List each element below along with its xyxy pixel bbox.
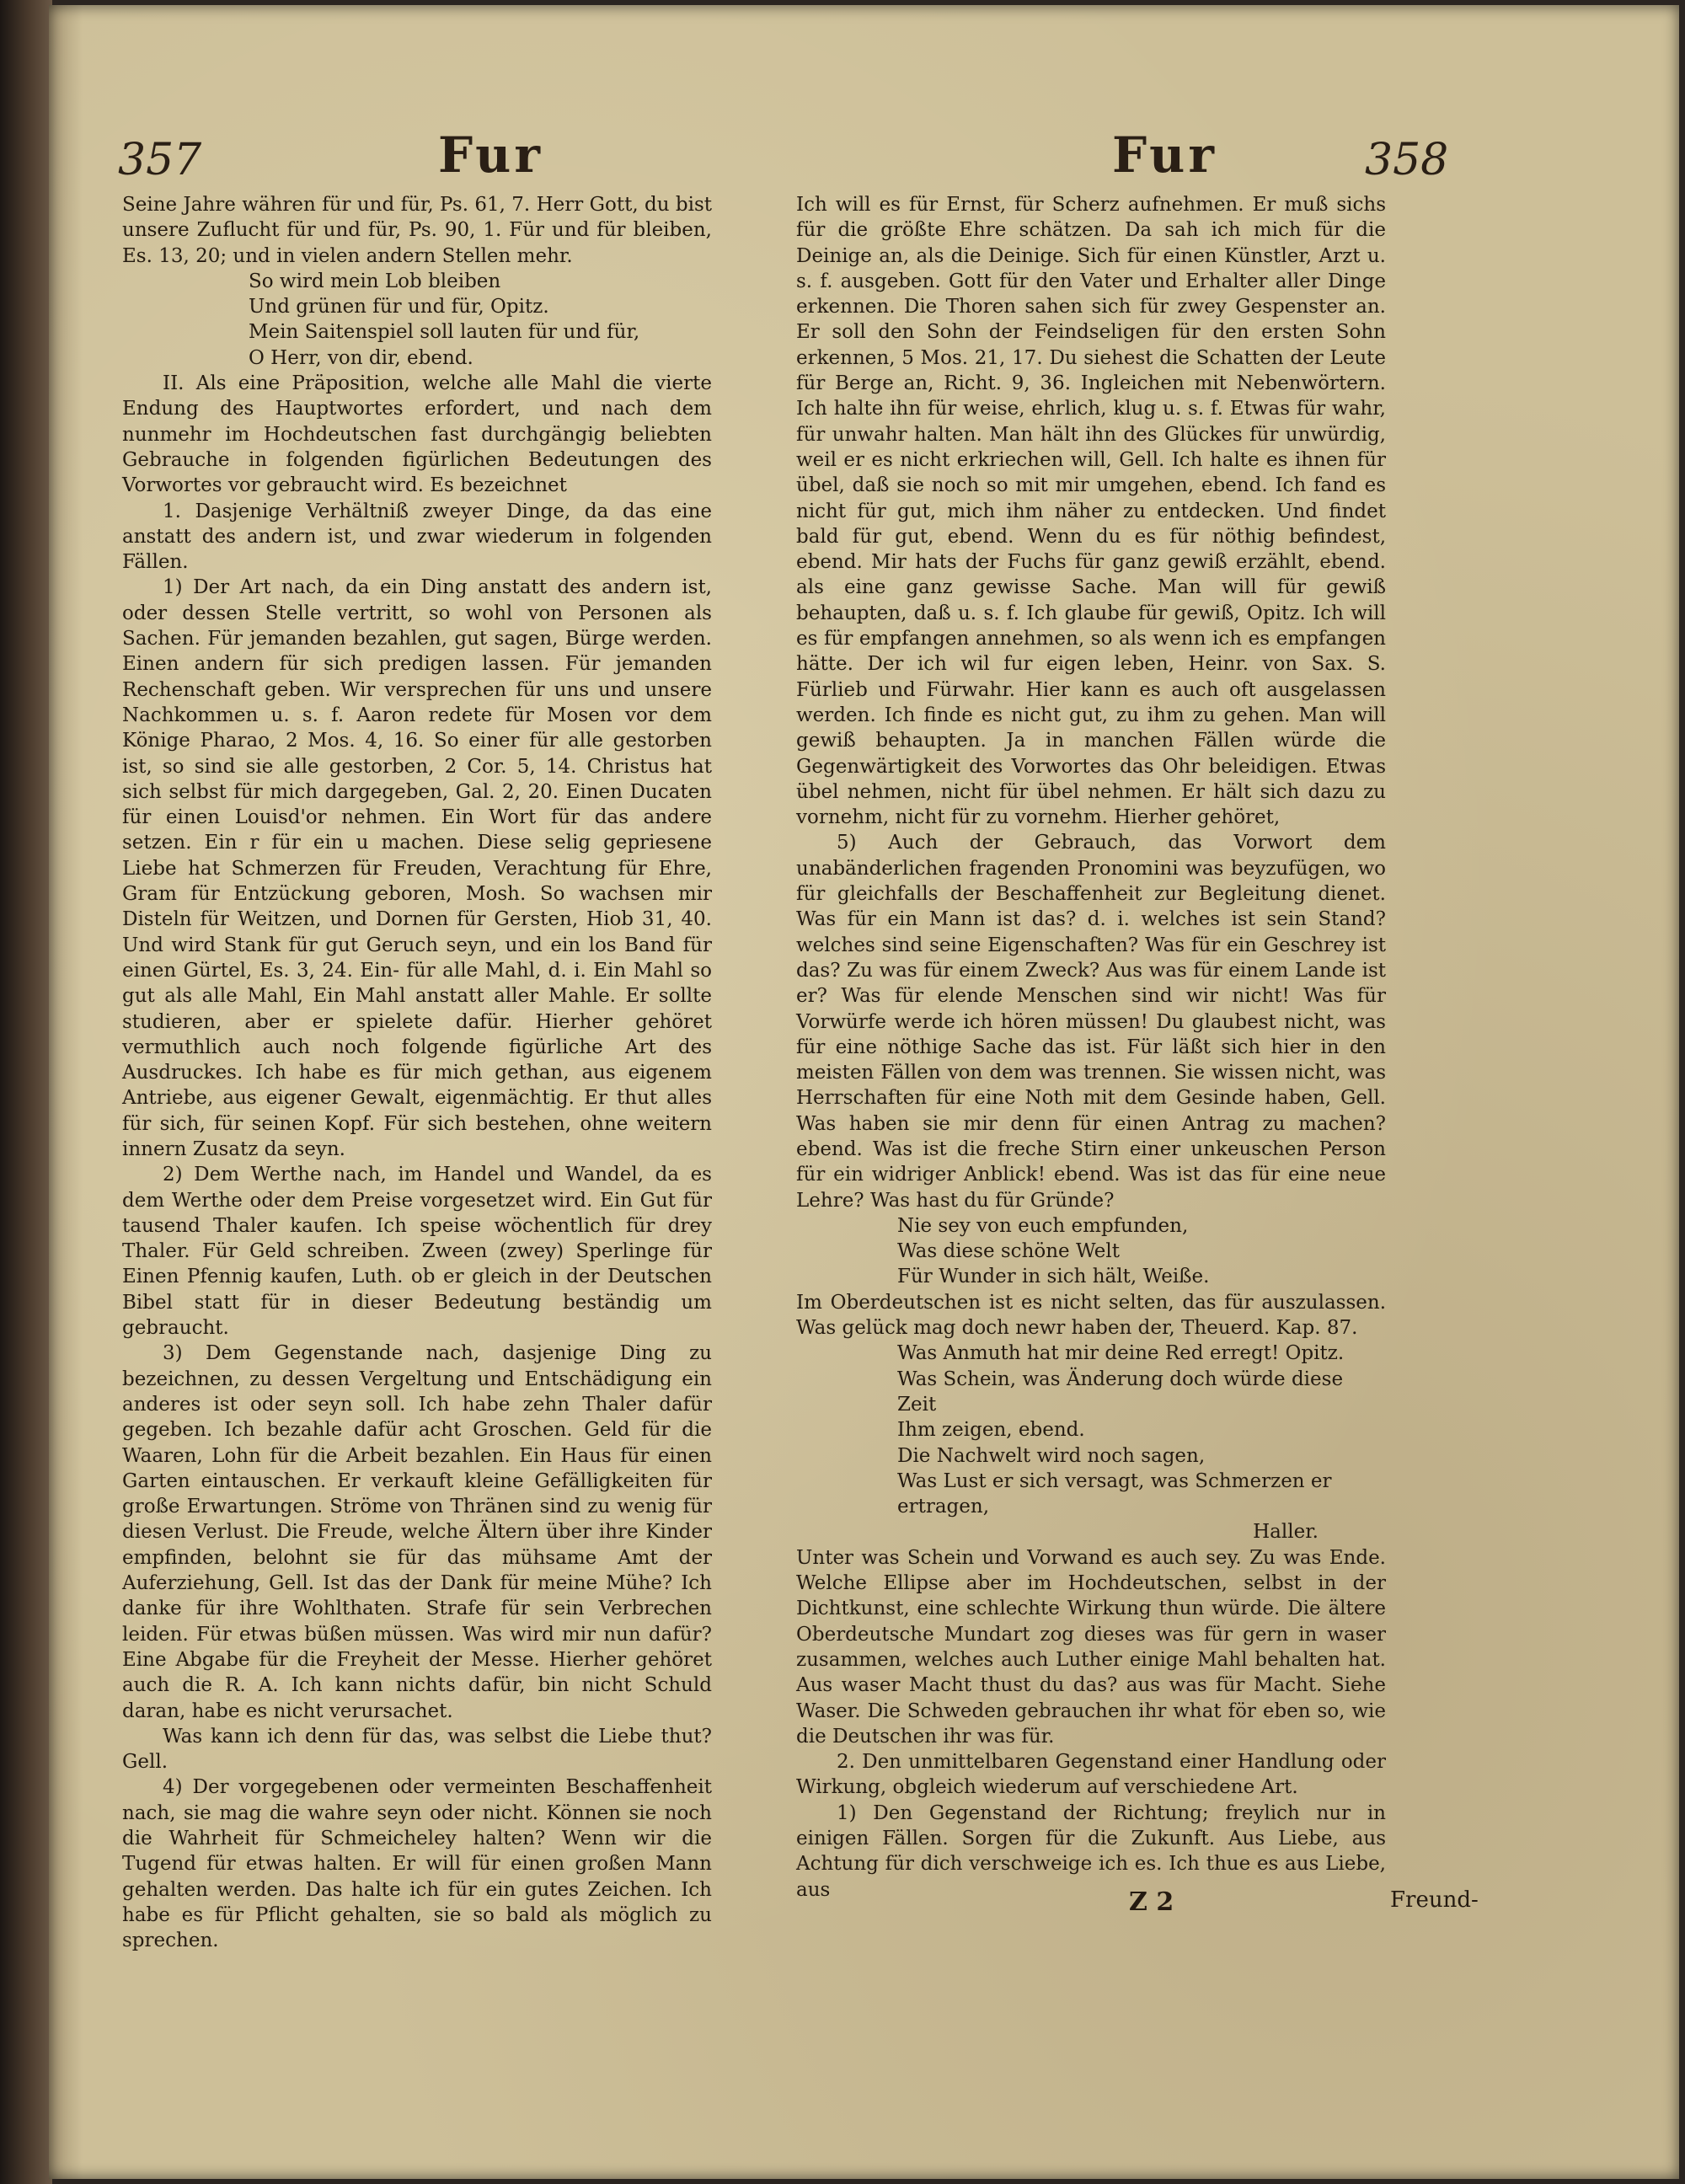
right-paragraph: 5) Auch der Gebrauch, das Vorwort dem unabänderlichen fragenden Pronomini was beyzufügen, wo für gleichfalls der Beschaffenheit zur Begleitung dienet. Was für ein Mann ist das? d. i. welches ist sein Stand? welches sind seine Eigenschaften? Was für ein Geschrey ist das? Zu was für einem Zweck? Aus was für einem Lande ist er? Was für elende Menschen sind wir nicht! Was für Vorwürfe werde ich hören müssen! Du glaubest nicht, was für eine nöthige Sache das ist. Für läßt sich hier in den meisten Fällen von dem was trennen. Sie wissen nicht, was Herrschaften für eine Noth mit dem Gesinde haben, Gell. Was haben sie mir denn für einen Antrag zu machen? ebend. Was ist die freche Stirn einer unkeuschen Person für ein widriger Anblick! ebend. Was ist das für eine neue Lehre? Was hast du für Gründe? xyxy=(796,832,1386,1212)
left-paragraph: 1) Der Art nach, da ein Ding anstatt des andern ist, oder dessen Stelle vertritt, so wohl von Personen als Sachen. Für jemanden bezahlen, gut sagen, Bürge werden. Einen andern für sich predigen lassen. Für jemanden Rechenschaft geben. Wir versprechen für uns und unsere Nachkommen u. s. f. Aaron redete für Mosen vor dem Könige Pharao, 2 Mos. 4, 16. So einer für alle gestorben ist, so sind sie alle gestorben, 2 Cor. 5, 14. Christus hat sich selbst für mich dargegeben, Gal. 2, 20. Einen Ducaten für einen Louisd'or nehmen. Ein Wort für das andere setzen. Ein r für ein u machen. Diese selig gepriesene Liebe hat Schmerzen für Freuden, Verachtung für Ehre, Gram für Entzückung geboren, Mosh. So wachsen mir Disteln für Weitzen, und Dornen für Gersten, Hiob 31, 40. Und wird Stank für gut Geruch seyn, und ein los Band für einen Gürtel, Es. 3, 24. Ein- für alle Mahl, d. i. Ein Mahl so gut als alle Mahl, Ein Mahl anstatt aller Mahle. Er sollte studieren, aber er spielete dafür. Hierher gehöret vermuthlich auch noch folgende figürliche Art des Ausdruckes. Ich habe es für mich gethan, aus eigenem Antriebe, aus eigener Gewalt, eigenmächtig. Er thut alles für sich, für seinen Kopf. Für sich bestehen, ohne weitern innern Zusatz da seyn. xyxy=(122,576,712,1160)
left-paragraph: 2) Dem Werthe nach, im Handel und Wandel, da es dem Werthe oder dem Preise vorgesetzet wird. Ein Gut für tausend Thaler kaufen. Ich speise wöchentlich für drey Thaler. Für Geld schreiben. Zween (zwey) Sperlinge für Einen Pfennig kaufen, Luth. ob er gleich in der Deutschen Bibel statt für in dieser Bedeutung beständig um gebraucht. xyxy=(122,1164,712,1340)
right-verse-line: Was Schein, was Änderung doch würde diese Zeit xyxy=(897,1368,1344,1416)
left-page-number: 357 xyxy=(118,135,202,185)
right-verse-line: Was Lust er sich versagt, was Schmerzen er ertragen, xyxy=(897,1469,1332,1518)
right-verse-line: Was Anmuth hat mir deine Red erregt! Opitz. xyxy=(897,1342,1345,1365)
right-verse-line: Für Wunder in sich hält, Weiße. xyxy=(897,1266,1210,1288)
signature-mark: Z 2 xyxy=(1129,1887,1174,1917)
left-paragraph: 3) Dem Gegenstande nach, dasjenige Ding zu bezeichnen, zu dessen Vergeltung und Entschädigung ein anderes ist oder seyn soll. Ich habe zehn Thaler dafür gegeben. Ich bezahle dafür acht Groschen. Geld für die Waaren, Lohn für die Arbeit bezahlen. Ein Haus für einen Garten eintauschen. Er verkauft kleine Gefälligkeiten für große Erwartungen. Ströme von Thränen sind zu wenig für diesen Verlust. Die Freude, welche Ältern über ihre Kinder empfinden, belohnt sie für das mühsame Amt der Auferziehung, Gell. Ist das der Dank für meine Mühe? Ich danke für ihre Wohlthaten. Strafe für sein Verbrechen leiden. Für etwas büßen müssen. Was wird mir nun dafür? Eine Abgabe für die Freyheit der Messe. Hierher gehöret auch die R. A. Ich kann nichts dafür, bin nicht Schuld daran, habe es nicht verursachet. xyxy=(122,1342,712,1722)
left-headword: Fur xyxy=(438,126,543,184)
left-verse-line: Mein Saitenspiel soll lauten für und für, xyxy=(249,321,640,344)
right-page-number: 358 xyxy=(1365,135,1449,185)
right-column xyxy=(796,192,1386,1903)
right-paragraph: Im Oberdeutschen ist es nicht selten, das für auszulassen. Was gelück mag doch newr haben der, Theuerd. Kap. 87. xyxy=(796,1291,1386,1340)
book-spine xyxy=(0,0,52,2184)
left-paragraph: Was kann ich denn für das, was selbst die Liebe thut? Gell. xyxy=(122,1725,712,1774)
right-attribution: Haller. xyxy=(1253,1521,1319,1544)
right-paragraph: 1) Den Gegenstand der Richtung; freylich nur in einigen Fällen. Sorgen für die Zukunft. Aus Liebe, aus Achtung für dich verschweige ich es. Ich thue es aus Liebe, aus xyxy=(796,1801,1386,1901)
left-paragraph: 1. Dasjenige Verhältniß zweyer Dinge, da das eine anstatt des andern ist, und zwar wiederum in folgenden Fällen. xyxy=(122,500,712,574)
left-paragraph: Seine Jahre währen für und für, Ps. 61, 7. Herr Gott, du bist unsere Zuflucht für und für, Ps. 90, 1. Für und für bleiben, Es. 13, 20; und in vielen andern Stellen mehr. xyxy=(122,194,712,267)
left-verse-line: Und grünen für und für, Opitz. xyxy=(249,296,549,318)
right-paragraph: Unter was Schein und Vorwand es auch sey. Zu was Ende. Welche Ellipse aber im Hochdeutschen, selbst in der Dichtkunst, eine schlechte Wirkung thun würde. Die ältere Oberdeutsche Mundart zog dieses was für gern in waser zusammen, welches auch Luther einige Mahl behalten hat. Aus waser Macht thust du das? aus was für Macht. Siehe Waser. Die Schweden gebrauchen ihr what för eben so, wie die Deutschen ihr was für. xyxy=(796,1546,1386,1748)
right-verse-line: Nie sey von euch empfunden, xyxy=(897,1214,1189,1237)
right-verse-line: Ihm zeigen, ebend. xyxy=(897,1419,1085,1442)
right-verse-line: Die Nachwelt wird noch sagen, xyxy=(897,1444,1206,1467)
left-verse-line: O Herr, von dir, ebend. xyxy=(249,346,473,369)
right-paragraph: Ich will es für Ernst, für Scherz aufnehmen. Er muß sichs für die größte Ehre schätzen. Da sah ich mich für die Deinige an, als die Deinige. Sich für einen Künstler, Arzt u. s. f. ausgeben. Gott für den Vater und Erhalter aller Dinge erkennen. Die Thoren sahen sich für zwey Gespenster an. Er soll den Sohn der Feindseligen für den ersten Sohn erkennen, 5 Mos. 21, 17. Du siehest die Schatten der Leute für Berge an, Richt. 9, 36. Ingleichen mit Nebenwörtern. Ich halte ihn für weise, ehrlich, klug u. s. f. Etwas für wahr, für unwahr halten. Man hält ihn des Glückes für unwürdig, weil er es nicht erkriechen will, Gell. Ich halte es ihnen für übel, daß sie noch so mit mir umgehen, ebend. Ich fand es nicht für gut, mich ihm näher zu entdecken. Und findet bald für gut, ebend. Wenn du es für nöthig befindest, ebend. Mir hats der Fuchs für ganz gewiß erzählt, ebend. als eine ganz gewisse Sache. Man will für gewiß behaupten, daß u. s. f. Ich glaube für gewiß, Opitz. Ich will es für empfangen annehmen, so als wenn ich es empfangen hätte. Der ich wil fur eigen leben, Heinr. von Sax. S. Fürlieb und Fürwahr. Hier kann es auch oft ausgelassen werden. Ich finde es nicht gut, zu ihm zu gehen. Man will gewiß behaupten. Ja in manchen Fällen würde die Gegenwärtigkeit des Vorwortes das Ohr beleidigen. Etwas übel nehmen, nicht für übel nehmen. Er hält sich dazu zu vornehm, nicht für zu vornehm. Hierher gehöret, xyxy=(796,194,1386,829)
left-column xyxy=(122,192,712,1953)
left-paragraph: 4) Der vorgegebenen oder vermeinten Beschaffenheit nach, sie mag die wahre seyn oder nicht. Können sie noch die Wahrheit für Schmeicheley halten? Wenn wir die Tugend für etwas halten. Er will für einen großen Mann gehalten werden. Das halte ich für ein gutes Zeichen. Ich habe es für Pflicht gehalten, sie so bald als möglich zu sprechen. xyxy=(122,1776,712,1952)
left-verse-line: So wird mein Lob bleiben xyxy=(249,270,501,292)
left-paragraph: II. Als eine Präposition, welche alle Mahl die vierte Endung des Hauptwortes erfordert, und nach dem nunmehr im Hochdeutschen fast durchgängig beliebten Gebrauche in folgenden figürlichen Bedeutungen des Vorwortes vor gebraucht wird. Es bezeichnet xyxy=(122,372,712,497)
right-headword: Fur xyxy=(1112,126,1217,184)
right-paragraph: 2. Den unmittelbaren Gegenstand einer Handlung oder Wirkung, obgleich wiederum auf verschiedene Art. xyxy=(796,1751,1386,1799)
right-verse-line: Was diese schöne Welt xyxy=(897,1240,1120,1263)
catchword: Freund- xyxy=(1390,1887,1479,1913)
